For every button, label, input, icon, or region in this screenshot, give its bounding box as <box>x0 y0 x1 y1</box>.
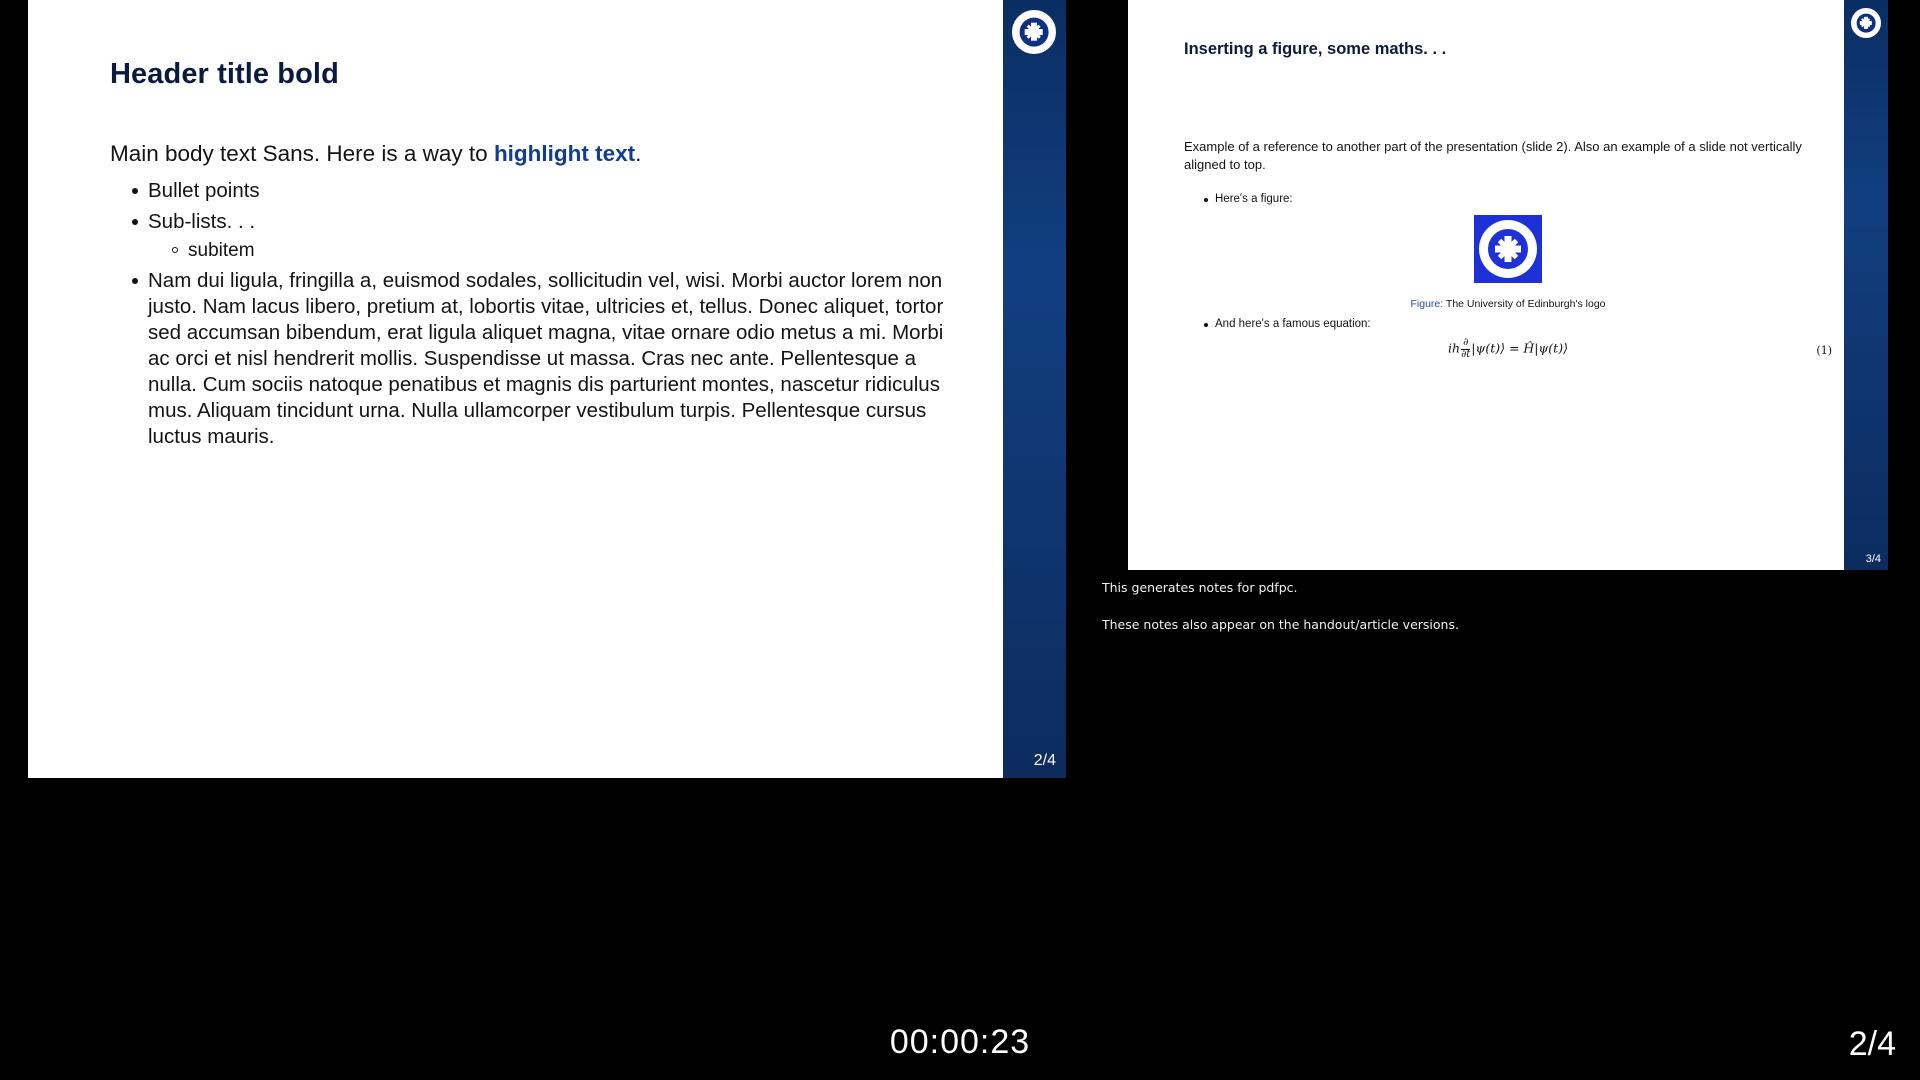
figure-caption-text: The University of Edinburgh's logo <box>1445 298 1606 311</box>
equation-row <box>1184 338 1832 372</box>
equation-fraction <box>1461 338 1470 360</box>
bullet-text: Here's a figure: <box>1215 193 1293 206</box>
next-slide-body <box>1184 138 1832 372</box>
current-slide-view[interactable] <box>28 0 1066 778</box>
next-slide-title: Inserting a figure, some maths. . . <box>1184 40 1447 58</box>
note-line: This generates notes for pdfpc. <box>1102 580 1298 595</box>
equation-denominator: ∂t <box>1461 348 1471 360</box>
equation-numerator: ∂ <box>1463 337 1469 349</box>
list-item <box>132 209 970 263</box>
speaker-notes[interactable] <box>1102 580 1892 654</box>
crest-inner <box>1857 14 1876 33</box>
slide-intro-paragraph <box>110 140 970 169</box>
logo-cross-horizontal <box>1495 246 1521 253</box>
list-item <box>132 178 970 204</box>
equation-number: (1) <box>1816 344 1832 358</box>
slide-page-number: 2/4 <box>1033 752 1056 769</box>
slide-counter: 2/4 <box>1848 1025 1896 1063</box>
next-slide-preview[interactable] <box>1128 0 1888 570</box>
list-item <box>1204 318 1832 330</box>
university-crest-icon <box>1851 8 1881 38</box>
equation-rest: |ψ(t)⟩ = Ĥ|ψ(t)⟩ <box>1471 340 1568 356</box>
bullet-text: And here's a famous equation: <box>1215 318 1371 331</box>
next-slide-bullet-list <box>1184 193 1832 205</box>
schrodinger-equation <box>1448 338 1568 360</box>
bullet-text: Nam dui ligula, fringilla a, euismod sodales, sollicitudin vel, wisi. Morbi auctor lorem non justo. Nam lacus libero, pretium at, lobortis vitae, ultricies et, tellus. Donec aliquet, tortor sed accumsan bibendum, erat ligula aliquet magna, vitae ornare odio metus a mi. Morbi ac orci et nisl hendrerit mollis. Suspendisse ut massa. Cras nec ante. Pellentesque a nulla. Cum sociis natoque penatibus et magnis dis parturient montes, nascetur ridiculus mus. Aliquam tincidunt urna. Nulla ullamcorper vestibulum turpis. Pellentesque cursus luctus mauris. <box>148 268 944 449</box>
next-slide-paragraph: Example of a reference to another part of the presentation (slide 2). Also an example of a slide not vertically aligned to top. <box>1184 139 1802 172</box>
bullet-text: Sub-lists. . . <box>148 209 256 233</box>
slide-sub-bullet-list <box>148 239 970 263</box>
figure-caption <box>1184 298 1832 310</box>
list-item <box>172 239 970 263</box>
next-slide-page-number: 3/4 <box>1865 553 1881 565</box>
slide-intro-highlight: highlight text <box>493 141 636 166</box>
equation-lhs-prefix: ih <box>1448 340 1461 356</box>
slide-body <box>110 140 970 455</box>
next-slide-bullet-list-2 <box>1184 318 1832 330</box>
figure-block <box>1184 215 1832 310</box>
slide-intro-prefix: Main body text Sans. Here is a way to <box>110 141 494 166</box>
list-item <box>132 268 958 450</box>
next-slide-side-band <box>1844 0 1888 570</box>
list-item <box>1204 193 1832 205</box>
crest-inner <box>1020 18 1049 47</box>
crest-cross-horizontal <box>1860 21 1872 24</box>
figure-label: Figure: <box>1410 298 1444 311</box>
university-crest-icon <box>1012 10 1056 54</box>
edinburgh-logo-icon <box>1474 215 1542 283</box>
slide-intro-suffix: . <box>635 141 642 166</box>
bullet-text: Bullet points <box>148 178 260 202</box>
slide-title: Header title bold <box>110 58 339 90</box>
presentation-timer[interactable]: 00:00:23 <box>889 1023 1031 1061</box>
sub-bullet-text: subitem <box>188 239 255 261</box>
crest-cross-horizontal <box>1025 29 1043 34</box>
slide-bullet-list <box>110 178 970 450</box>
slide-side-band <box>1003 0 1066 778</box>
note-line: These notes also appear on the handout/article versions. <box>1102 617 1459 632</box>
